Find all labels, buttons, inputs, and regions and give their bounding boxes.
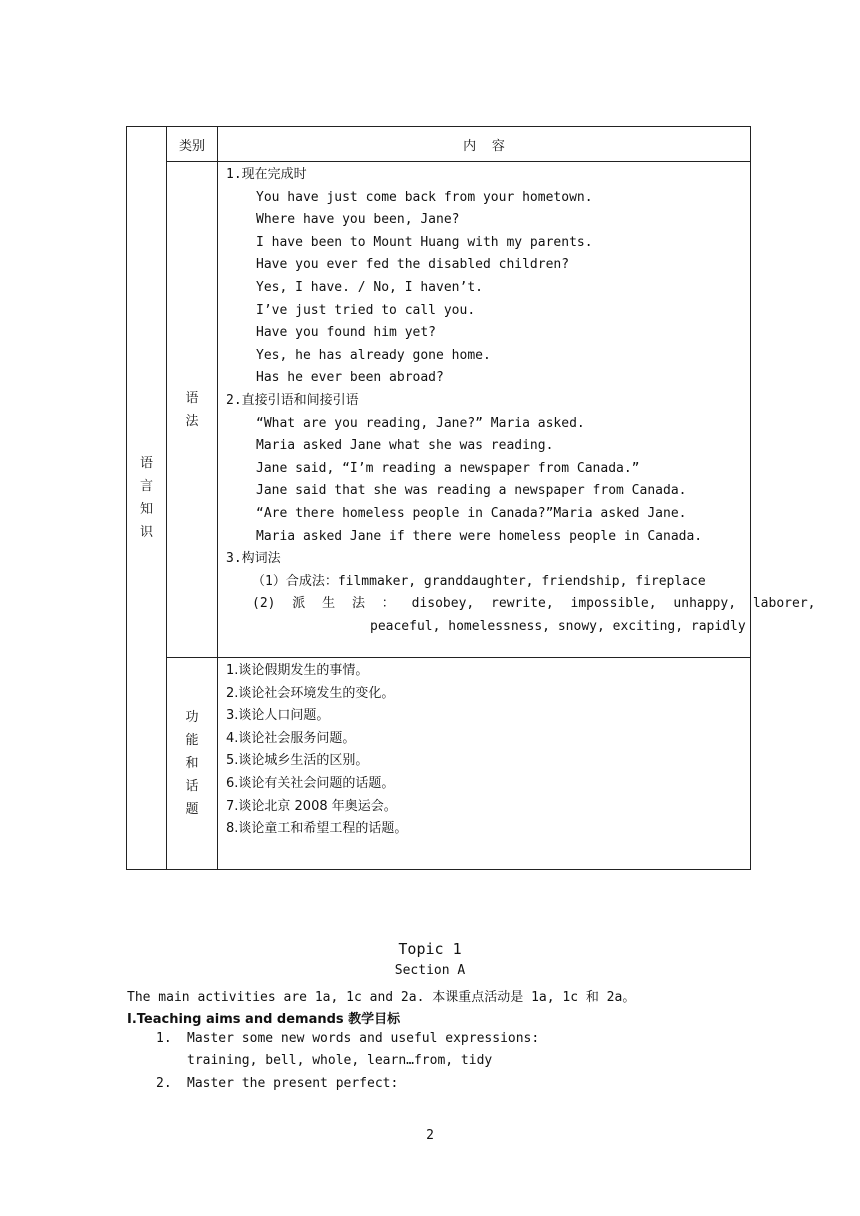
knowledge-table xyxy=(126,126,816,870)
section-label-char: 识 xyxy=(139,525,153,540)
grammar-row xyxy=(127,162,751,658)
grammar-line: 3.构词法 xyxy=(226,551,281,567)
aim-number: 1. xyxy=(156,1031,172,1046)
grammar-line: (2) 派 生 法 ： disobey, rewrite, impossible, unhappy, laborer, xyxy=(252,596,816,612)
section-label-char: 知 xyxy=(139,502,153,517)
grammar-line: I’ve just tried to call you. xyxy=(256,302,476,318)
grammar-line: peaceful, homelessness, snowy, exciting, rapidly xyxy=(370,618,746,634)
grammar-label-char: 语 xyxy=(185,390,199,406)
aim-text: Master some new words and useful expressions: xyxy=(187,1031,540,1046)
grammar-content xyxy=(218,162,816,658)
grammar-line: Yes, he has already gone home. xyxy=(256,347,491,363)
grammar-label-char: 法 xyxy=(185,413,199,429)
function-line: 7.谈论北京 2008 年奥运会。 xyxy=(226,798,397,814)
grammar-line: “What are you reading, Jane?” Maria asked. xyxy=(256,415,585,431)
grammar-line: Has he ever been abroad? xyxy=(256,370,444,386)
header-category: 类别 xyxy=(167,127,218,162)
function-line: 4.谈论社会服务问题。 xyxy=(226,730,356,746)
grammar-line: “Are there homeless people in Canada?”Maria asked Jane. xyxy=(256,505,687,521)
main-activities-text: The main activities are 1a, 1c and 2a. 本课重点活动是 1a, 1c 和 2a。 xyxy=(127,990,636,1005)
functions-label-char: 话 xyxy=(185,779,199,794)
aim-text: training, bell, whole, learn…from, tidy xyxy=(187,1053,493,1068)
grammar-line: Where have you been, Jane? xyxy=(256,212,460,228)
grammar-line: Jane said, “I’m reading a newspaper from Canada.” xyxy=(256,460,640,476)
grammar-line: You have just come back from your hometown. xyxy=(256,189,593,205)
functions-label-char: 功 xyxy=(185,710,199,725)
function-line: 8.谈论童工和希望工程的话题。 xyxy=(226,821,408,837)
grammar-line: Maria asked Jane what she was reading. xyxy=(256,438,554,454)
grammar-line: I have been to Mount Huang with my parents. xyxy=(256,234,593,250)
function-line: 2.谈论社会环境发生的变化。 xyxy=(226,685,395,701)
section-label-char: 言 xyxy=(139,479,153,494)
grammar-line: Jane said that she was reading a newspaper from Canada. xyxy=(256,483,687,499)
functions-row xyxy=(127,658,751,870)
grammar-line: Have you ever fed the disabled children? xyxy=(256,257,570,273)
functions-label-char: 能 xyxy=(185,733,199,748)
grammar-line: Yes, I have. / No, I haven’t. xyxy=(256,279,483,295)
section-label-cell xyxy=(127,127,167,870)
grammar-line: Maria asked Jane if there were homeless people in Canada. xyxy=(256,528,703,544)
grammar-line: Have you found him yet? xyxy=(256,325,437,341)
grammar-line: 2.直接引语和间接引语 xyxy=(226,392,359,408)
aim-number: 2. xyxy=(156,1076,172,1091)
functions-content xyxy=(218,658,751,870)
topic-title: Topic 1 xyxy=(398,940,462,958)
functions-label-char: 和 xyxy=(185,756,199,771)
section-label-char: 语 xyxy=(139,456,153,471)
aims-heading: Ⅰ.Teaching aims and demands 教学目标 xyxy=(127,1012,401,1027)
header-content: 内 容 xyxy=(218,127,751,162)
functions-label-char: 题 xyxy=(185,802,199,817)
function-line: 6.谈论有关社会问题的话题。 xyxy=(226,775,395,791)
grammar-line: 1.现在完成时 xyxy=(226,167,307,182)
grammar-label-cell xyxy=(167,162,218,658)
grammar-line: （1）合成法：filmmaker, granddaughter, friendship, fireplace xyxy=(252,573,706,589)
aim-text: Master the present perfect: xyxy=(187,1076,399,1091)
page-number: 2 xyxy=(426,1128,434,1143)
functions-label-cell xyxy=(167,658,218,870)
function-line: 5.谈论城乡生活的区别。 xyxy=(226,753,369,769)
table-header-row xyxy=(127,127,751,162)
function-line: 1.谈论假期发生的事情。 xyxy=(226,663,369,678)
function-line: 3.谈论人口问题。 xyxy=(226,708,330,724)
section-title: Section A xyxy=(394,963,466,978)
